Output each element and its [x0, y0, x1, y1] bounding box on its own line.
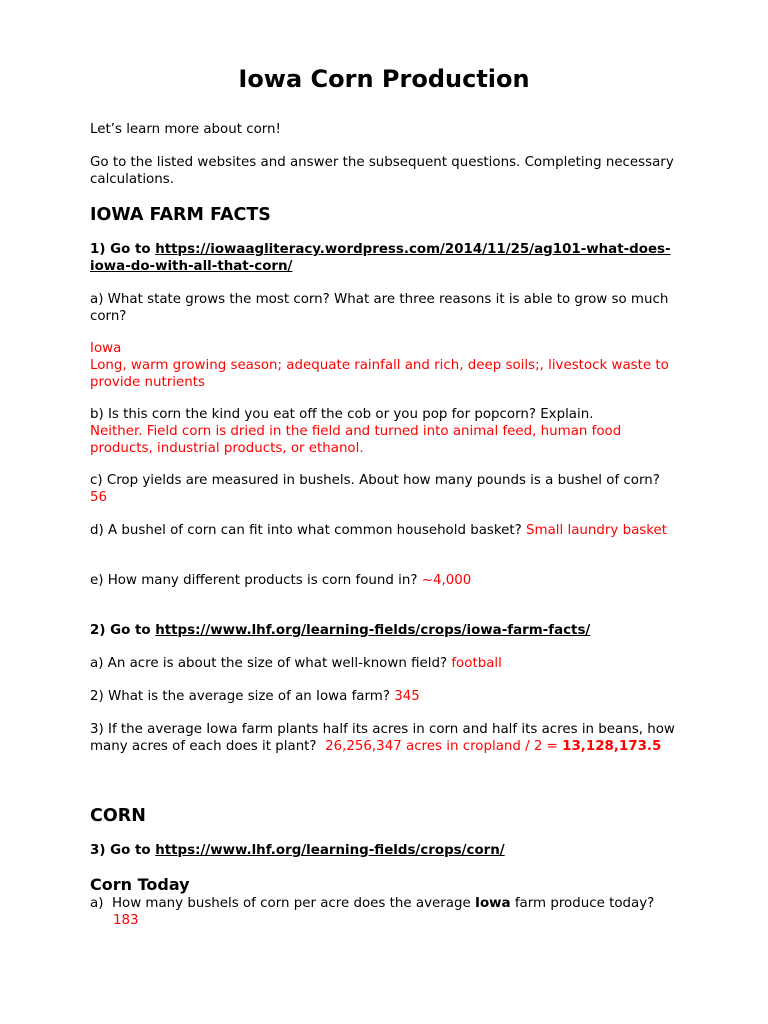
section-heading-farm-facts: IOWA FARM FACTS — [90, 205, 271, 225]
question-3a-pre: How many bushels of corn per acre does the average — [111, 896, 471, 911]
section1-goto — [90, 242, 680, 275]
question-2a-text: a) An acre is about the size of what well-known field? — [90, 656, 448, 671]
intro-text: Let’s learn more about corn! — [90, 122, 281, 137]
question-3a-label: a) — [90, 896, 104, 911]
question-1d-text: d) A bushel of corn can fit into what common household basket? — [90, 523, 522, 538]
section-heading-corn: CORN — [90, 806, 146, 826]
lhf-farm-facts-link[interactable]: https://www.lhf.org/learning-fields/crops/iowa-farm-facts/ — [155, 623, 591, 638]
answer-2a: football — [451, 656, 502, 671]
instructions-text: Go to the listed websites and answer the subsequent questions. Completing necessary calculations. — [90, 155, 674, 187]
question-3a-bold: Iowa — [474, 896, 511, 911]
answer-2-3-result: 13,128,173.5 — [562, 738, 662, 754]
question-1e — [90, 573, 680, 590]
page-title: Iowa Corn Production — [238, 65, 530, 93]
answer-1c: 56 — [90, 489, 108, 505]
question-2-2-text: 2) What is the average size of an Iowa farm? — [90, 689, 390, 704]
question-1a: a) What state grows the most corn? What are three reasons it is able to grow so much corn? — [90, 292, 669, 324]
question-1c — [90, 473, 680, 506]
section3-goto — [90, 843, 680, 860]
answer-1b: Neither. Field corn is dried in the field and turned into animal feed, human food products, industrial products, or ethanol. — [90, 424, 622, 456]
answer-1e: ~4,000 — [421, 573, 472, 588]
question-1e-text: e) How many different products is corn found in? — [90, 573, 418, 588]
question-2a — [90, 656, 680, 673]
answer-2-3-calc: 26,256,347 acres in cropland / 2 = — [325, 738, 558, 754]
question-1d — [90, 523, 680, 540]
goto-label: 1) Go to — [90, 242, 156, 257]
answer-2-2: 345 — [394, 689, 420, 704]
answer-1a-state: Iowa — [90, 341, 122, 356]
question-2-3 — [90, 722, 680, 755]
question-3a-post: farm produce today? — [514, 896, 655, 911]
goto-label: 2) Go to — [90, 623, 156, 638]
subheading-corn-today: Corn Today — [90, 875, 190, 894]
question-1c-text: c) Crop yields are measured in bushels. About how many pounds is a bushel of corn? — [90, 473, 660, 488]
lhf-corn-link[interactable]: https://www.lhf.org/learning-fields/crops/corn/ — [155, 843, 505, 858]
answer-1a-reasons: Long, warm growing season; adequate rainfall and rich, deep soils;, livestock waste to provide nutrients — [90, 358, 669, 390]
question-3a — [90, 896, 703, 929]
section2-goto — [90, 623, 680, 640]
question-2-3-text: 3) If the average Iowa farm plants half its acres in corn and half its acres in beans, how many acres of each does it plant? — [90, 722, 675, 754]
question-1b: b) Is this corn the kind you eat off the cob or you pop for popcorn? Explain. — [90, 407, 594, 422]
question-2-2 — [90, 689, 680, 706]
goto-label: 3) Go to — [90, 843, 156, 858]
iowa-ag-literacy-link[interactable]: https://iowaagliteracy.wordpress.com/2014/11/25/ag101-what-does-iowa-do-with-all-that-corn/ — [90, 242, 671, 274]
answer-1d: Small laundry basket — [526, 523, 668, 538]
answer-3a: 183 — [113, 912, 139, 928]
